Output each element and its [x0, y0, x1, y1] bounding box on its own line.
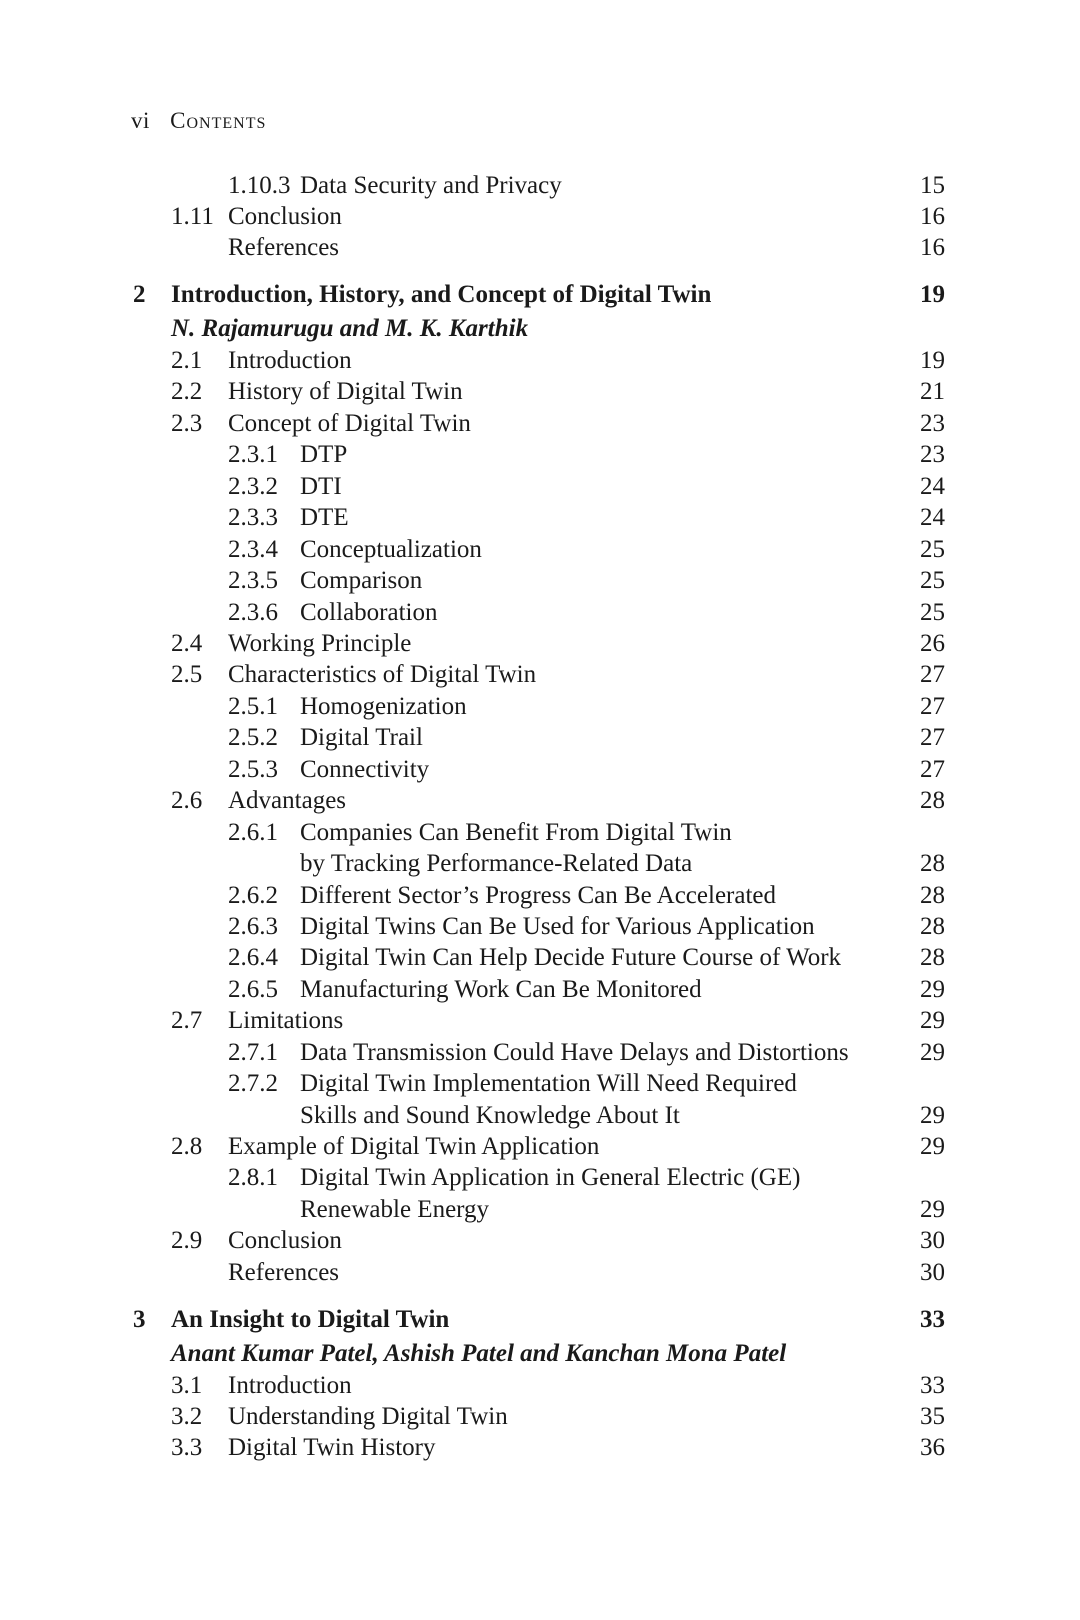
page-number-ref: 19 — [920, 281, 945, 308]
running-head — [131, 108, 266, 134]
toc-entry — [0, 565, 1080, 597]
chapter-title: Introduction, History, and Concept of Digital Twin — [171, 281, 712, 308]
section-number: 2.3.6 — [228, 599, 278, 626]
section-title: Conclusion — [228, 203, 342, 230]
section-number: 2.7 — [171, 1007, 203, 1034]
page-number-ref: 30 — [920, 1227, 945, 1254]
section-title: Digital Twin Can Help Decide Future Course of Work — [300, 944, 842, 971]
section-number: 2.3 — [171, 410, 203, 437]
toc-entry — [0, 1257, 1080, 1289]
toc-entry — [0, 722, 1080, 754]
section-number: 2.3.4 — [228, 536, 278, 563]
section-title: Different Sector’s Progress Can Be Accelerated — [300, 882, 777, 909]
section-title: Working Principle — [228, 630, 412, 657]
toc-entry — [0, 785, 1080, 817]
section-title: Example of Digital Twin Application — [228, 1133, 600, 1160]
section-title: Understanding Digital Twin — [228, 1403, 508, 1430]
section-number: 2.3.2 — [228, 473, 278, 500]
section-title: Connectivity — [300, 756, 430, 783]
toc-entry — [0, 1100, 1080, 1132]
section-title: Introduction — [228, 347, 352, 374]
toc-entry — [0, 974, 1080, 1006]
chapter-number: 2 — [133, 281, 146, 308]
page-number-ref: 15 — [920, 172, 945, 199]
toc-entry — [0, 1131, 1080, 1163]
section-title: Advantages — [228, 787, 347, 814]
chapter-entry — [0, 1304, 1080, 1336]
page-number-ref: 16 — [920, 234, 945, 261]
page-number-ref: 30 — [920, 1259, 945, 1286]
section-title: Digital Trail — [300, 724, 423, 751]
toc-entry — [0, 942, 1080, 974]
toc-entry — [0, 1068, 1080, 1100]
page-number-ref: 16 — [920, 203, 945, 230]
section-title: Introduction — [228, 1372, 352, 1399]
toc-entry — [0, 880, 1080, 912]
toc-entry — [0, 659, 1080, 691]
toc-entry — [0, 376, 1080, 408]
page-number-ref: 27 — [920, 661, 945, 688]
section-title: History of Digital Twin — [228, 378, 463, 405]
section-number: 2.2 — [171, 378, 203, 405]
section-title: DTP — [300, 441, 348, 468]
toc-entry — [0, 911, 1080, 943]
section-number: 2.5.2 — [228, 724, 278, 751]
section-number: 2.3.5 — [228, 567, 278, 594]
chapter-title: An Insight to Digital Twin — [171, 1306, 450, 1333]
page-number-ref: 35 — [920, 1403, 945, 1430]
page-number-ref: 27 — [920, 756, 945, 783]
page-number-ref: 24 — [920, 473, 945, 500]
section-number: 2.5 — [171, 661, 203, 688]
toc-entry — [0, 1162, 1080, 1194]
section-title: Concept of Digital Twin — [228, 410, 471, 437]
page-number-ref: 28 — [920, 882, 945, 909]
page-number-ref: 27 — [920, 724, 945, 751]
page-number-ref: 29 — [920, 1133, 945, 1160]
section-title: by Tracking Performance-Related Data — [300, 850, 693, 877]
section-title: Renewable Energy — [300, 1196, 490, 1223]
author-names: Anant Kumar Patel, Ashish Patel and Kanchan Mona Patel — [171, 1340, 787, 1367]
section-number: 2.8 — [171, 1133, 203, 1160]
section-number: 2.6.4 — [228, 944, 278, 971]
section-number: 2.8.1 — [228, 1164, 278, 1191]
section-number: 2.4 — [171, 630, 203, 657]
section-title: Digital Twins Can Be Used for Various Application — [300, 913, 815, 940]
toc-entry — [0, 1037, 1080, 1069]
section-title: Data Security and Privacy — [300, 172, 562, 199]
section-number: 2.7.2 — [228, 1070, 278, 1097]
section-number: 2.5.3 — [228, 756, 278, 783]
toc-entry — [0, 201, 1080, 233]
toc-entry — [0, 754, 1080, 786]
toc-entry — [0, 170, 1080, 202]
toc-entry — [0, 439, 1080, 471]
section-title: Companies Can Benefit From Digital Twin — [300, 819, 732, 846]
page-number-ref: 25 — [920, 536, 945, 563]
page-number-ref: 23 — [920, 410, 945, 437]
chapter-authors — [0, 1338, 1080, 1370]
page-number-ref: 21 — [920, 378, 945, 405]
section-title: Conclusion — [228, 1227, 342, 1254]
page-number-ref: 19 — [920, 347, 945, 374]
section-title: Characteristics of Digital Twin — [228, 661, 537, 688]
section-title: References — [228, 1259, 340, 1286]
toc-entry — [0, 1194, 1080, 1226]
toc-entry — [0, 1225, 1080, 1257]
section-number: 2.7.1 — [228, 1039, 278, 1066]
page-number-ref: 28 — [920, 787, 945, 814]
section-number: 3.1 — [171, 1372, 203, 1399]
toc-entry — [0, 408, 1080, 440]
section-title: Collaboration — [300, 599, 438, 626]
toc-entry — [0, 1005, 1080, 1037]
page-number-ref: 36 — [920, 1434, 945, 1461]
section-number: 2.6.2 — [228, 882, 278, 909]
chapter-authors — [0, 313, 1080, 345]
section-number: 1.10.3 — [228, 172, 291, 199]
toc-entry — [0, 691, 1080, 723]
toc-entry — [0, 534, 1080, 566]
section-title: References — [228, 234, 340, 261]
toc-entry — [0, 848, 1080, 880]
section-title: Homogenization — [300, 693, 467, 720]
page-number-ref: 27 — [920, 693, 945, 720]
section-number: 2.3.3 — [228, 504, 278, 531]
page-number-ref: 26 — [920, 630, 945, 657]
page-number-ref: 28 — [920, 944, 945, 971]
section-number: 3.2 — [171, 1403, 203, 1430]
section-number: 2.5.1 — [228, 693, 278, 720]
toc-entry — [0, 1432, 1080, 1464]
section-number: 3.3 — [171, 1434, 203, 1461]
toc-entry — [0, 471, 1080, 503]
page-number-ref: 28 — [920, 850, 945, 877]
section-title: Digital Twin Application in General Electric (GE) — [300, 1164, 801, 1191]
toc-entry — [0, 232, 1080, 264]
section-number: 2.3.1 — [228, 441, 278, 468]
section-number: 2.9 — [171, 1227, 203, 1254]
section-number: 2.1 — [171, 347, 203, 374]
running-head-title: Contents — [170, 108, 267, 133]
section-title: Conceptualization — [300, 536, 482, 563]
section-number: 2.6.5 — [228, 976, 278, 1003]
page-number-ref: 29 — [920, 976, 945, 1003]
page-number-ref: 29 — [920, 1102, 945, 1129]
page-number: vi — [131, 108, 150, 133]
section-number: 2.6.3 — [228, 913, 278, 940]
author-names: N. Rajamurugu and M. K. Karthik — [171, 315, 529, 342]
section-title: DTI — [300, 473, 342, 500]
section-number: 2.6 — [171, 787, 203, 814]
page-number-ref: 29 — [920, 1196, 945, 1223]
page-number-ref: 25 — [920, 599, 945, 626]
page-number-ref: 25 — [920, 567, 945, 594]
section-title: Digital Twin Implementation Will Need Required — [300, 1070, 797, 1097]
page-number-ref: 29 — [920, 1039, 945, 1066]
page-number-ref: 33 — [920, 1306, 945, 1333]
section-title: Skills and Sound Knowledge About It — [300, 1102, 680, 1129]
toc-entry — [0, 597, 1080, 629]
chapter-entry — [0, 279, 1080, 311]
page-number-ref: 33 — [920, 1372, 945, 1399]
toc-entry — [0, 1401, 1080, 1433]
section-number: 2.6.1 — [228, 819, 278, 846]
toc-entry — [0, 628, 1080, 660]
section-title: Limitations — [228, 1007, 344, 1034]
section-title: DTE — [300, 504, 349, 531]
toc-entry — [0, 1370, 1080, 1402]
toc-entry — [0, 502, 1080, 534]
section-title: Digital Twin History — [228, 1434, 436, 1461]
section-number: 1.11 — [171, 203, 214, 230]
chapter-number: 3 — [133, 1306, 146, 1333]
section-title: Manufacturing Work Can Be Monitored — [300, 976, 702, 1003]
page-number-ref: 24 — [920, 504, 945, 531]
section-title: Comparison — [300, 567, 423, 594]
toc-entry — [0, 817, 1080, 849]
section-title: Data Transmission Could Have Delays and Distortions — [300, 1039, 849, 1066]
page-number-ref: 23 — [920, 441, 945, 468]
page-number-ref: 29 — [920, 1007, 945, 1034]
page-number-ref: 28 — [920, 913, 945, 940]
toc-entry — [0, 345, 1080, 377]
